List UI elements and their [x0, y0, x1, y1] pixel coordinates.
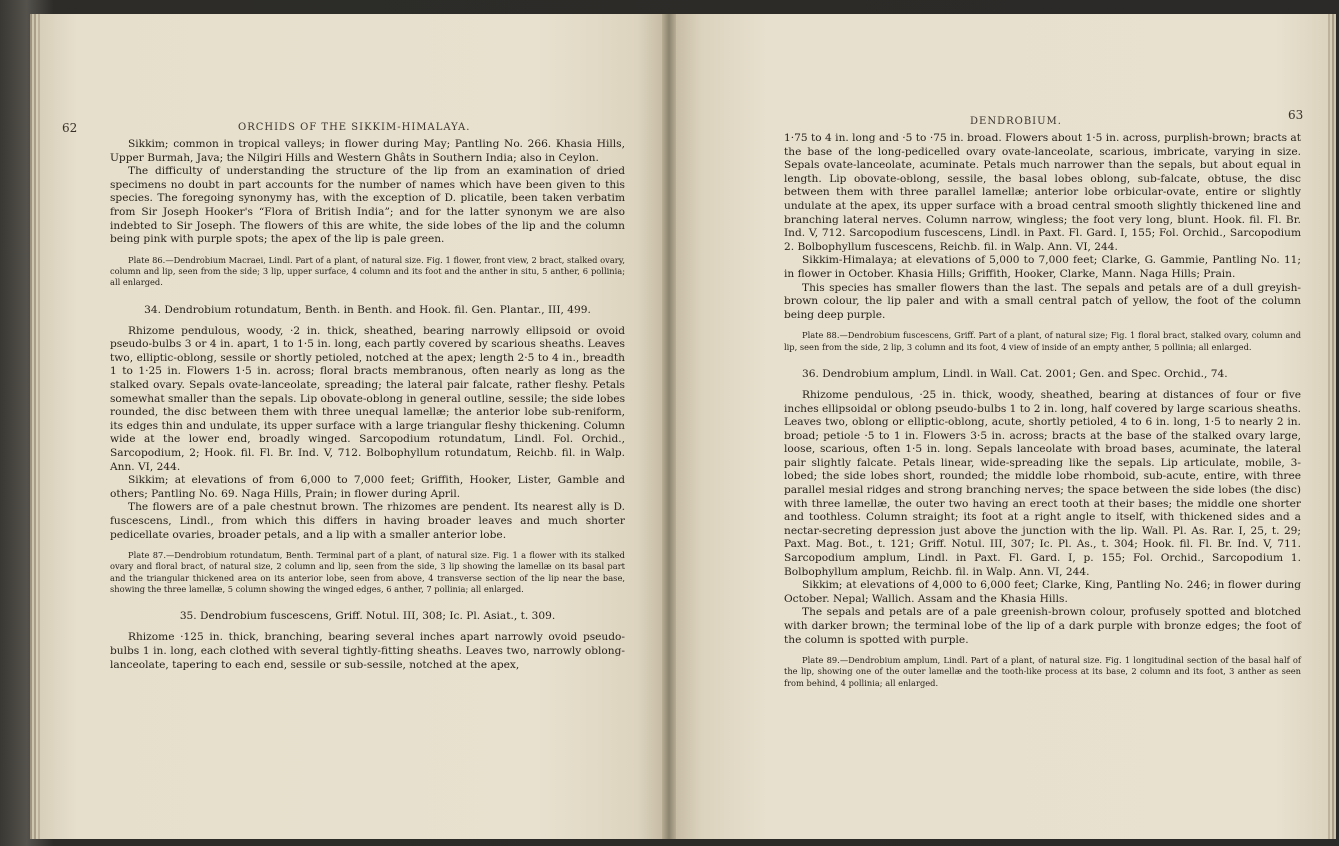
- right-page: [676, 14, 1328, 839]
- running-head: DENDROBIUM.: [970, 116, 1062, 127]
- right-page-body: [784, 132, 1301, 689]
- paragraph: Rhizome pendulous, woody, ·2 in. thick, sheathed, bearing narrowly ellipsoid or ovoid pseudo-bulbs 3 or 4 in. apart, 1 to 1·5 in. long, each partly covered by scarious sheaths. Leaves two, elliptic-oblong, sessile or shortly petioled, notched at the apex; length 2·5 to 4 in., breadth 1 to 1·25 in. Flowers 1·5 in. across; floral bracts membranous, often nearly as long as the stalked ovary. Sepals ovate-lanceolate, spreading; the lateral pair falcate, rather fleshy. Petals somewhat smaller than the sepals. Lip obovate-oblong in general outline, sessile; the side lobes rounded, the disc between them with three unequal lamellæ; the anterior lobe sub-reniform, its edges thin and undulate, its upper surface with a large triangular fleshy thickening. Column wide at the lower end, broadly winged. Sarcopodium rotundatum, Lindl. Fol. Orchid., Sarcopodium, 2; Hook. fil. Fl. Br. Ind. V, 712. Bolbophyllum rotundatum, Reichb. fil. in Walp. Ann. VI, 244.: [110, 324, 626, 473]
- species-heading: 34. Dendrobium rotundatum, Benth. in Benth. and Hook. fil. Gen. Plantar., III, 499.: [144, 303, 591, 316]
- paragraph: Sikkim; at elevations of from 6,000 to 7,000 feet; Griffith, Hooker, Lister, Gamble and others; Pantling No. 69. Naga Hills, Prain; in flower during April.: [110, 474, 625, 500]
- paragraph: The flowers are of a pale chestnut brown. The rhizomes are pendent. Its nearest ally is D. fuscescens, Lindl., from which this differs in having broader leaves and much shorter pedicellate ovaries, broader petals, and a lip with a smaller anterior lobe.: [110, 501, 625, 541]
- paragraph: The difficulty of understanding the structure of the lip from an examination of dried specimens no doubt in part accounts for the number of names which have been given to this species. The foregoing synonymy has, with the exception of D. plicatile, been taken verbatim from Sir Joseph Hooker's “Flora of British India”; and for the latter synonym we are also indebted to Sir Joseph. The flowers of this are white, the side lobes of the lip and the column being pink with purple spots; the apex of the lip is pale green.: [110, 165, 625, 246]
- book-gutter: [662, 14, 676, 839]
- species-heading: 36. Dendrobium amplum, Lindl. in Wall. Cat. 2001; Gen. and Spec. Orchid., 74.: [802, 367, 1228, 380]
- running-head: ORCHIDS OF THE SIKKIM-HIMALAYA.: [238, 122, 471, 133]
- plate-caption: Plate 89.—Dendrobium amplum, Lindl. Part of a plant, of natural size. Fig. 1 longitudinal section of the basal half of the lip, showing one of the outer lamellæ and the tooth-like process at its base, 2 column and its foot, 3 anther as seen from behind, 4 pollinia; all enlarged.: [784, 655, 1301, 688]
- paragraph: The sepals and petals are of a pale greenish-brown colour, profusely spotted and blotched with darker brown; the terminal lobe of the lip of a dark purple with bronze edges; the foot of the column is spotted with purple.: [784, 606, 1301, 646]
- paragraph: Rhizome ·125 in. thick, branching, bearing several inches apart narrowly ovoid pseudo-bulbs 1 in. long, each clothed with several tightly-fitting sheaths. Leaves two, narrowly oblong-lanceolate, tapering to each end, sessile or sub-sessile, notched at the apex,: [110, 631, 625, 671]
- paragraph: 1·75 to 4 in. long and ·5 to ·75 in. broad. Flowers about 1·5 in. across, purplish-brown; bracts at the base of the long-pedicelled ovary ovate-lanceolate, scarious, imbricate, varying in size. Sepals ovate-lanceolate, acuminate. Petals much narrower than the sepals, but about equal in length. Lip obovate-oblong, sessile, the basal lobes oblong, sub-falcate, obtuse, the disc between them with three parallel lamellæ; anterior lobe orbicular-ovate, entire or slightly undulate at the apex, its upper surface with a broad central smooth slightly thickened line and branching lateral nerves. Column narrow, wingless; the foot very long, blunt. Hook. fil. Fl. Br. Ind. V, 712. Sarcopodium fuscescens, Lindl. in Paxt. Fl. Gard. I, 155; Fol. Orchid., Sarcopodium 2. Bolbophyllum fuscescens, Reichb. fil. in Walp. Ann. VI, 244.: [784, 132, 1301, 253]
- plate-caption: Plate 86.—Dendrobium Macraei, Lindl. Part of a plant, of natural size. Fig. 1 flower, front view, 2 bract, stalked ovary, column and lip, seen from the side; 3 lip, upper surface, 4 column and its foot and the anther in situ, 5 anther, 6 pollinia; all enlarged.: [110, 254, 625, 288]
- left-page: [40, 14, 662, 839]
- paragraph: Sikkim; common in tropical valleys; in flower during May; Pantling No. 266. Khasia Hills, Upper Burmah, Java; the Nilgiri Hills and Western Ghâts in Southern India; also in Ceylon.: [110, 138, 625, 164]
- page-number: 62: [62, 121, 78, 135]
- paragraph: Sikkim-Himalaya; at elevations of 5,000 to 7,000 feet; Clarke, G. Gammie, Pantling No. 11; in flower in October. Khasia Hills; Griffith, Hooker, Clarke, Mann. Naga Hills; Prain.: [784, 254, 1301, 280]
- paragraph: Sikkim; at elevations of 4,000 to 6,000 feet; Clarke, King, Pantling No. 246; in flower during October. Nepal; Wallich. Assam and the Khasia Hills.: [784, 579, 1301, 605]
- paragraph: This species has smaller flowers than the last. The sepals and petals are of a dull greyish-brown colour, the lip paler and with a small central patch of yellow, the foot of the column being deep purple.: [784, 281, 1301, 321]
- left-page-body: [110, 138, 625, 672]
- plate-caption: Plate 88.—Dendrobium fuscescens, Griff. Part of a plant, of natural size; Fig. 1 floral bract, stalked ovary, column and lip, seen from the side, 2 lip, 3 column and its foot, 4 view of inside of an empty anther, 5 pollinia; all enlarged.: [784, 330, 1301, 352]
- paragraph: Rhizome pendulous, ·25 in. thick, woody, sheathed, bearing at distances of four or five inches ellipsoidal or oblong pseudo-bulbs 1 to 2 in. long, half covered by large scarious sheaths. Leaves two, oblong or elliptic-oblong, acute, shortly petioled, 4 to 6 in. long, 1·5 to nearly 2 in. broad; petiole ·5 to 1 in. Flowers 3·5 in. across; bracts at the base of the stalked ovary large, loose, scarious, often 1·5 in. long. Sepals lanceolate with broad bases, acuminate, the lateral pair slightly falcate. Petals linear, wide-spreading like the sepals. Lip articulate, mobile, 3-lobed; the side lobes short, rounded; the middle lobe rhomboid, sub-acute, entire, with three parallel mesial ridges and strong branching nerves; the space between the side lobes (the disc) with three lamellæ, the outer two having an erect tooth at their bases; the middle one shorter and toothless. Column straight; its foot at a right angle to itself, with thickened sides and a nectar-secreting depression just above the junction with the lip. Wall. Pl. As. Rar. I, 25, t. 29; Paxt. Mag. Bot., t. 121; Griff. Notul. III, 307; Ic. Pl. As., t. 304; Hook. fil. Fl. Br. Ind. V, 711. Sarcopodium amplum, Lindl. in Paxt. Fl. Gard. I, p. 155; Fol. Orchid., Sarcopodium 1. Bolbophyllum amplum, Reichb. fil. in Walp. Ann. VI, 244.: [784, 388, 1301, 578]
- page-number: 63: [1288, 108, 1304, 122]
- plate-caption: Plate 87.—Dendrobium rotundatum, Benth. Terminal part of a plant, of natural size. Fig. 1 a flower with its stalked ovary and floral bract, of natural size, 2 column and lip, seen from the side, 3 lip showing the lamellæ on its basal part and the triangular thickened area on its anterior lobe, seen from above, 4 transverse section of the lip near the base, showing the three lamellæ, 5 column showing the winged edges, 6 anther, 7 pollinia; all enlarged.: [110, 550, 625, 595]
- species-heading: 35. Dendrobium fuscescens, Griff. Notul. III, 308; Ic. Pl. Asiat., t. 309.: [179, 610, 556, 623]
